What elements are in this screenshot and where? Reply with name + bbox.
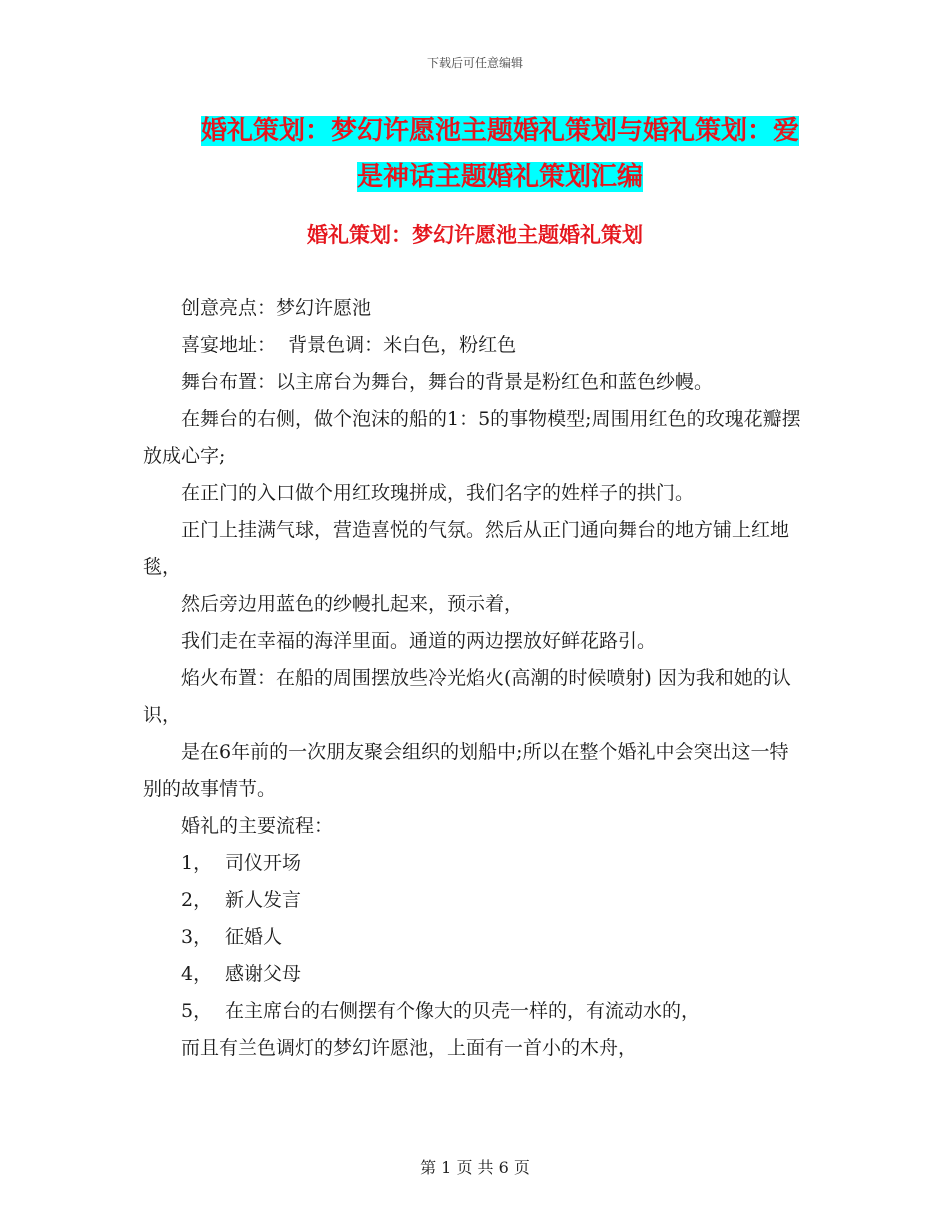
flow-item-number: 5， — [181, 1000, 213, 1022]
flow-item — [143, 956, 807, 993]
section-title: 婚礼策划：梦幻许愿池主题婚礼策划 — [307, 223, 643, 247]
flow-item-text: 新人发言 — [225, 889, 302, 911]
document-title-text: 婚礼策划：梦幻许愿池主题婚礼策划与婚礼策划：爱是神话主题婚礼策划汇编 — [200, 116, 799, 192]
flow-item — [143, 882, 807, 919]
page-footer: 第 1 页 共 6 页 — [420, 1158, 530, 1177]
paragraph: 正门上挂满气球，营造喜悦的气氛。然后从正门通向舞台的地方铺上红地毯， — [143, 519, 790, 578]
flow-item-text: 征婚人 — [225, 926, 283, 948]
flow-item-number: 1， — [181, 852, 213, 874]
flow-item-number: 3， — [181, 926, 213, 948]
paragraph: 是在6年前的一次朋友聚会组织的划船中;所以在整个婚礼中会突出这一特别的故事情节。 — [143, 741, 789, 800]
paragraph: 舞台布置：以主席台为舞台，舞台的背景是粉红色和蓝色纱幔。 — [181, 371, 714, 393]
paragraph: 婚礼的主要流程： — [181, 815, 334, 837]
paragraph: 而且有兰色调灯的梦幻许愿池，上面有一首小的木舟， — [181, 1037, 638, 1059]
flow-item-number: 4， — [181, 963, 213, 985]
flow-item — [143, 845, 807, 882]
paragraph: 在舞台的右侧，做个泡沫的船的1：5的事物模型;周围用红色的玫瑰花瓣摆放成心字; — [143, 408, 801, 467]
flow-item-number: 2， — [181, 889, 213, 911]
paragraph: 喜宴地址： 背景色调：米白色，粉红色 — [181, 334, 517, 356]
paragraph: 在正门的入口做个用红玫瑰拼成，我们名字的姓样子的拱门。 — [181, 482, 695, 504]
paragraph: 我们走在幸福的海洋里面。通道的两边摆放好鲜花路引。 — [181, 630, 657, 652]
flow-item-text: 在主席台的右侧摆有个像大的贝壳一样的，有流动水的， — [225, 1000, 701, 1022]
flow-item-text: 司仪开场 — [225, 852, 302, 874]
paragraph: 焰火布置：在船的周围摆放些冷光焰火(高潮的时候喷射) 因为我和她的认识， — [143, 667, 791, 726]
paragraph: 然后旁边用蓝色的纱幔扎起来，预示着， — [181, 593, 524, 615]
paragraph: 创意亮点：梦幻许愿池 — [181, 297, 372, 319]
document-title — [190, 108, 810, 200]
flow-item — [143, 993, 807, 1030]
header-note: 下载后可任意编辑 — [426, 56, 523, 70]
flow-item — [143, 919, 807, 956]
flow-item-text: 感谢父母 — [225, 963, 302, 985]
document-body — [143, 290, 807, 1067]
